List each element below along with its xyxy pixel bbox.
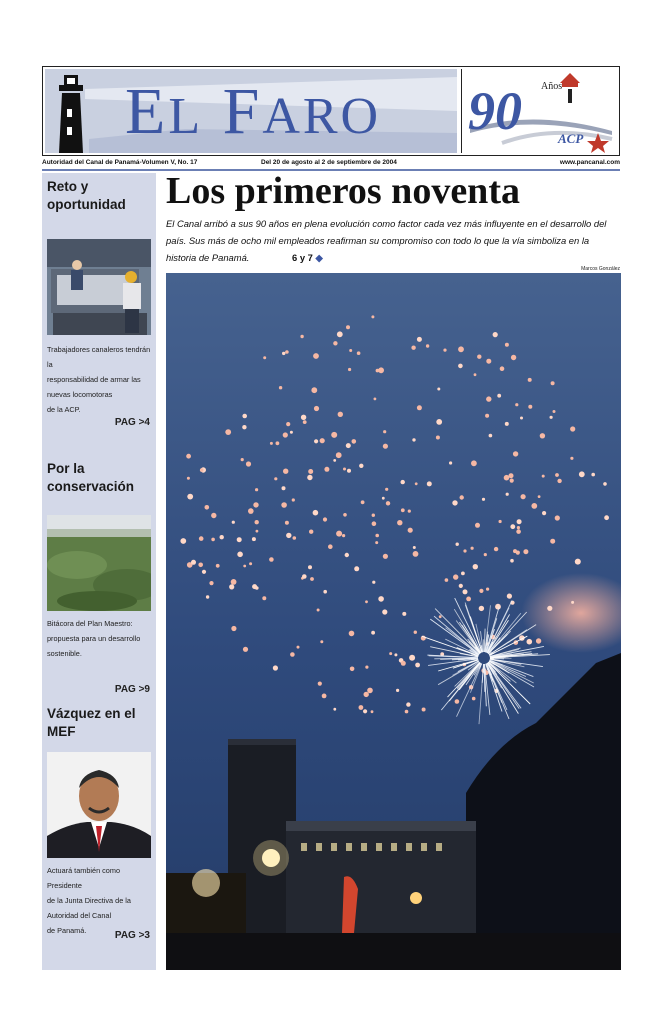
publisher-info: Autoridad del Canal de Panamá-Volumen V, No. 17 bbox=[42, 159, 198, 166]
photo-credit: Marcos González bbox=[581, 266, 620, 272]
page-ref-link[interactable]: PAG >4 bbox=[114, 417, 150, 428]
issue-dates: Del 20 de agosto al 2 de septiembre de 2004 bbox=[261, 159, 397, 166]
masthead bbox=[42, 66, 620, 156]
portrait-photo bbox=[47, 752, 151, 858]
anniversary-logo bbox=[461, 69, 618, 153]
workers-locomotive-photo bbox=[47, 239, 151, 335]
article-deck: El Canal arribó a sus 90 años en plena evolución como factor cada vez más influyente en el desarrollo del país. Sus más de ocho mil empleados reafirman su compromiso con todo lo que la vía simboliza en la historia de Panamá. 6 y 7 ◆ bbox=[166, 218, 607, 263]
sidebar-heading: Por la conservación bbox=[47, 461, 135, 494]
diamond-icon: ◆ bbox=[315, 252, 323, 263]
fireworks-photo bbox=[166, 273, 621, 970]
page-ref-link[interactable]: PAG >9 bbox=[114, 684, 150, 695]
website-link[interactable]: www.pancanal.com bbox=[559, 159, 620, 166]
deck-page-ref[interactable]: 6 y 7 ◆ bbox=[292, 252, 323, 263]
sidebar-heading: Vázquez en el MEF bbox=[47, 706, 136, 739]
acp-logo-text: ACP bbox=[558, 131, 584, 146]
sidebar bbox=[42, 173, 156, 970]
page-ref-link[interactable]: PAG >3 bbox=[114, 930, 150, 941]
sidebar-caption: Trabajadores canaleros tendrán la responsabilidad de armar las nuevas locomotoras de la ACP. bbox=[47, 345, 151, 414]
anniversary-word: Años bbox=[541, 81, 563, 92]
sidebar-heading: Reto y oportunidad bbox=[47, 179, 126, 212]
page-title: Los primeros noventa bbox=[166, 170, 520, 212]
sidebar-caption: Bitácora del Plan Maestro: propuesta para un desarrollo sostenible. bbox=[47, 619, 141, 658]
fireworks-scene bbox=[166, 273, 621, 970]
sidebar-caption: Actuará también como Presidente de la Junta Directiva de la Autoridad del Canal de Panamá. bbox=[47, 866, 131, 935]
forest-landscape-photo bbox=[47, 515, 151, 611]
newspaper-name: EL FARO bbox=[125, 75, 382, 148]
anniversary-number: 90 bbox=[468, 81, 522, 141]
masthead-title-panel bbox=[45, 69, 457, 153]
